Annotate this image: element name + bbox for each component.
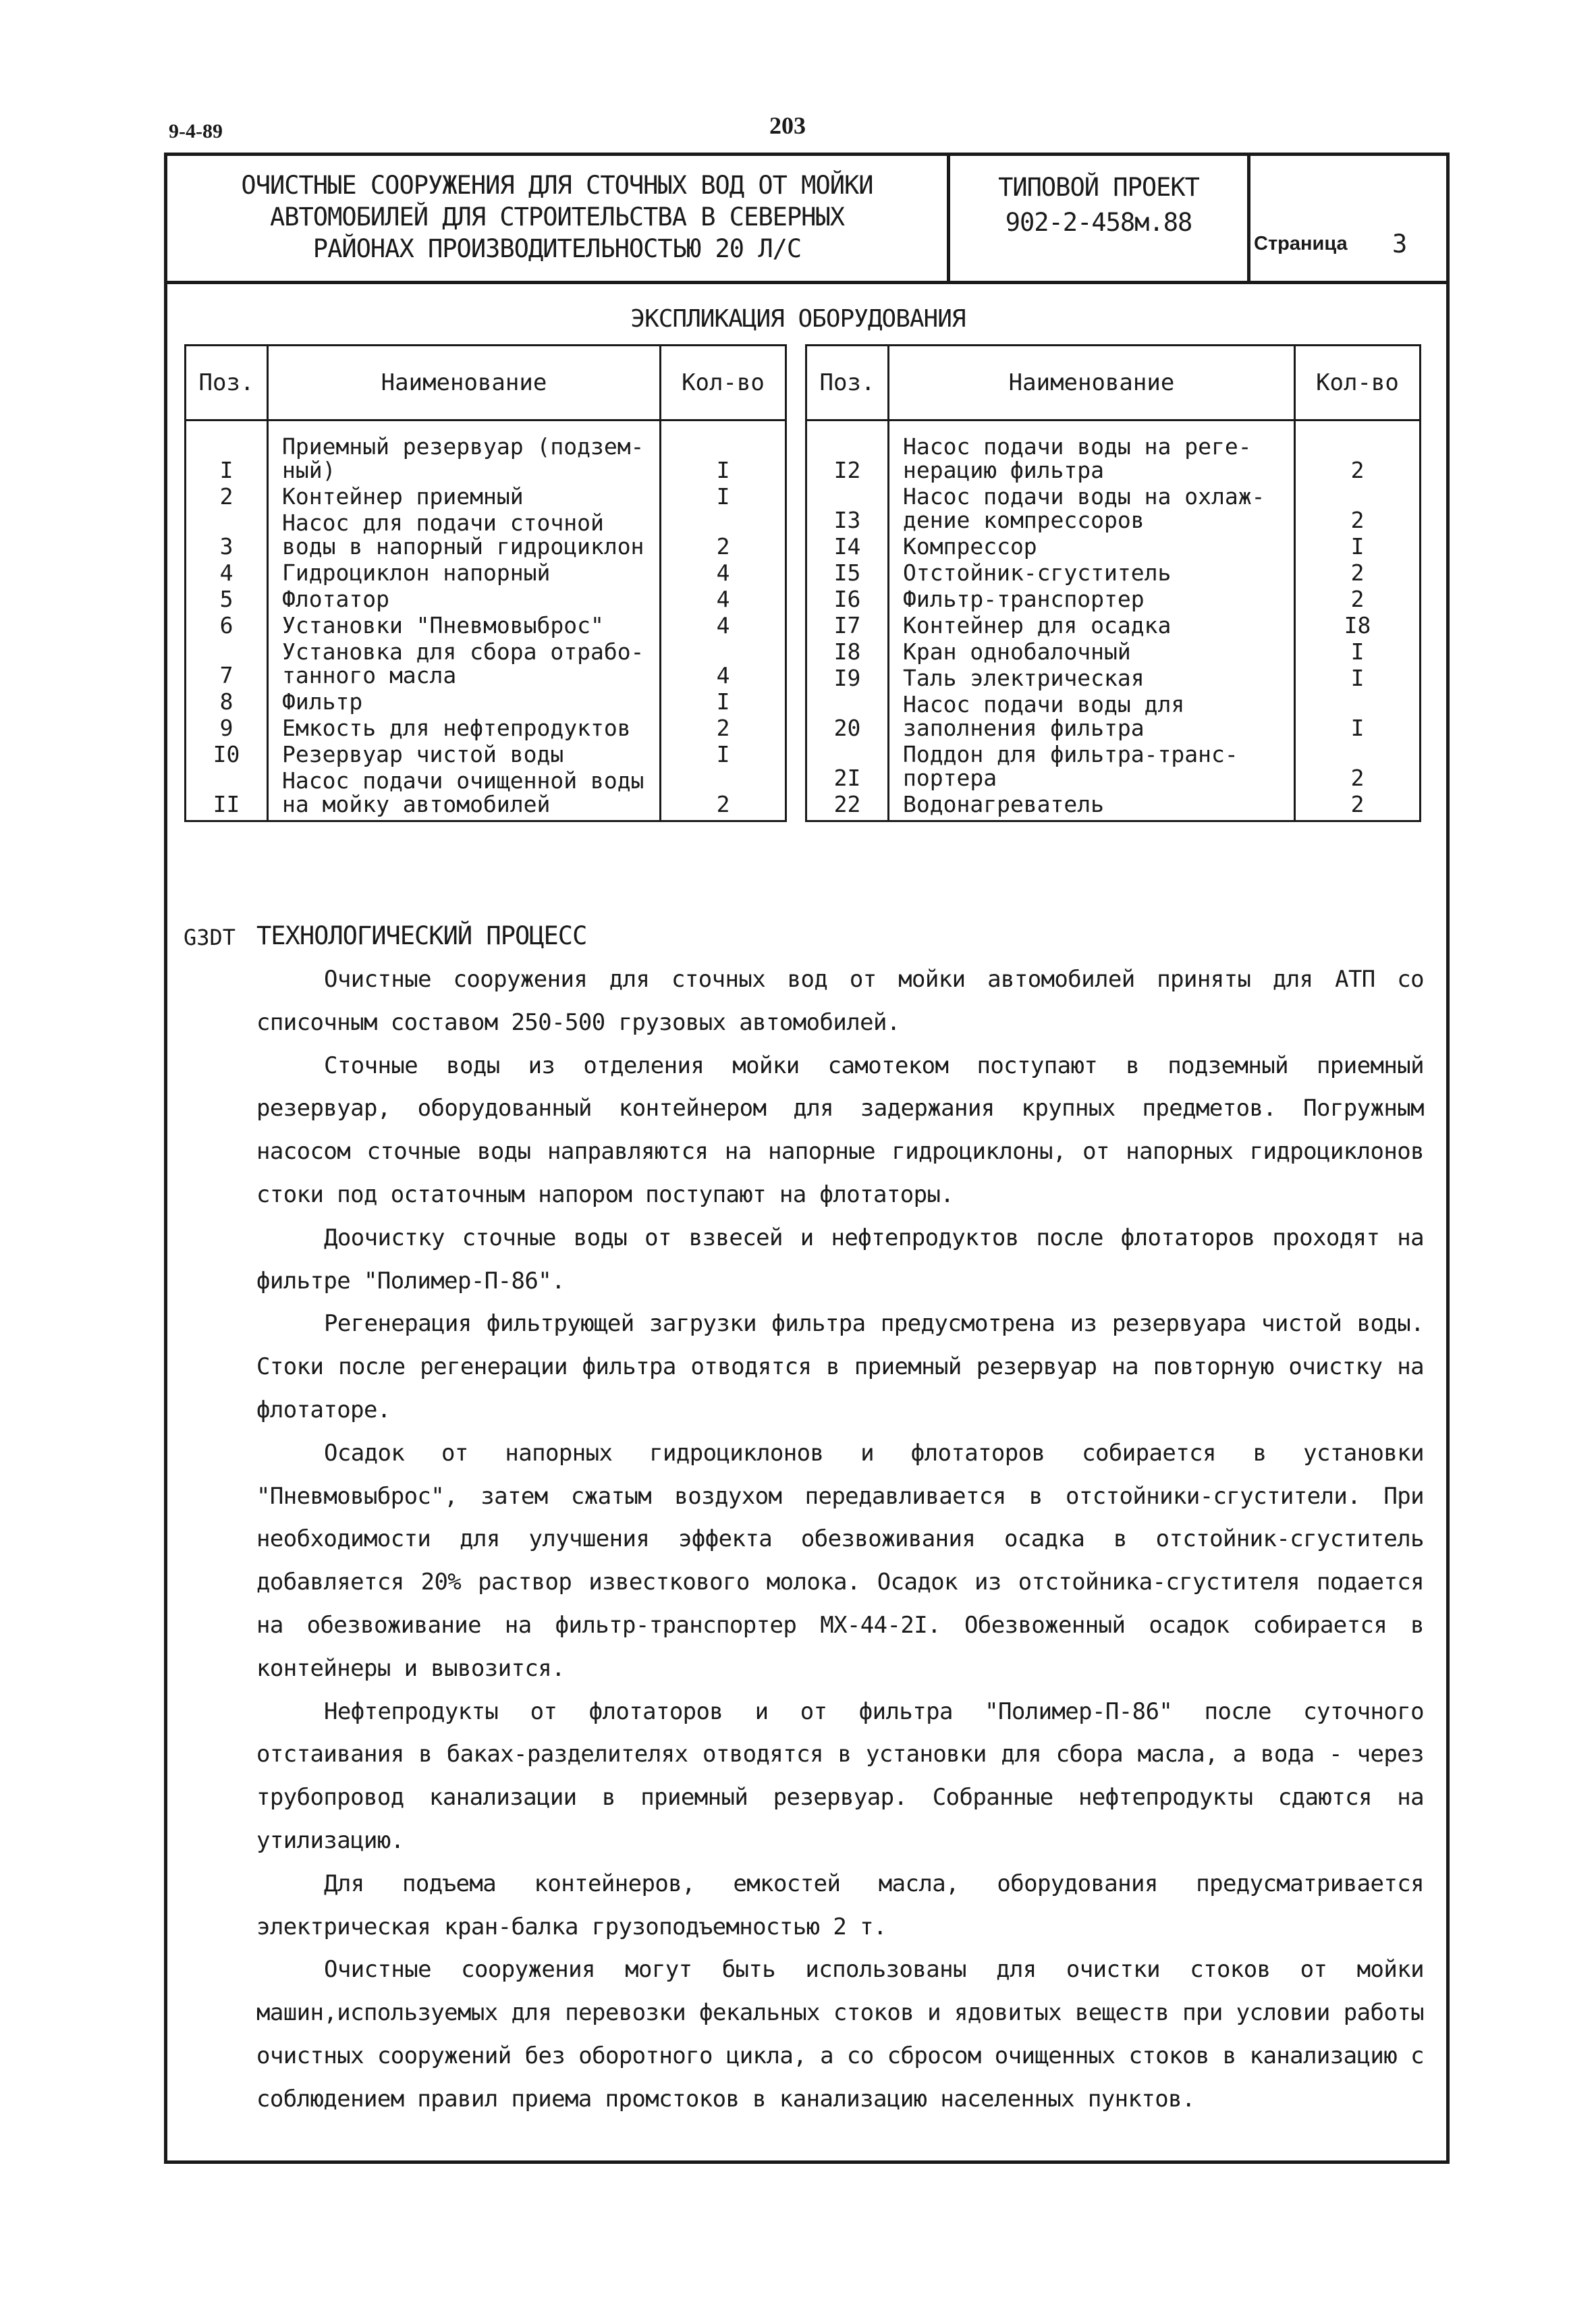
name-cell: Таль электрическая bbox=[889, 663, 1295, 690]
process-description bbox=[256, 958, 1424, 2121]
table-row bbox=[186, 740, 786, 766]
column-header-name: Наименование bbox=[889, 346, 1295, 420]
position-cell: I0 bbox=[186, 740, 268, 766]
title-block-divider bbox=[1247, 153, 1250, 284]
position-cell: 2 bbox=[186, 482, 268, 508]
quantity-cell: 2 bbox=[1295, 740, 1421, 790]
table-row bbox=[806, 482, 1421, 532]
position-cell: I6 bbox=[806, 584, 889, 611]
document-title: ОЧИСТНЫЕ СООРУЖЕНИЯ ДЛЯ СТОЧНЫХ ВОД ОТ МОЙКИ АВТОМОБИЛЕЙ ДЛЯ СТРОИТЕЛЬСТВА В СЕВЕРНЫХ РАЙОНАХ ПРОИЗВОДИТЕЛЬНОСТЬЮ 20 Л/С bbox=[241, 170, 873, 263]
position-cell: 3 bbox=[186, 508, 268, 558]
table-row bbox=[806, 584, 1421, 611]
position-cell: I3 bbox=[806, 482, 889, 532]
name-cell: Насос для подачи сточной воды в напорный гидроциклон bbox=[268, 508, 661, 558]
position-cell: I8 bbox=[806, 637, 889, 663]
equipment-table-right bbox=[805, 344, 1421, 822]
position-cell: 4 bbox=[186, 558, 268, 584]
quantity-cell: 2 bbox=[661, 766, 786, 821]
table-row bbox=[806, 558, 1421, 584]
process-section-title: ТЕХНОЛОГИЧЕСКИЙ ПРОЦЕСС bbox=[256, 921, 587, 950]
table-row bbox=[806, 532, 1421, 558]
quantity-cell: I bbox=[1295, 663, 1421, 690]
position-cell: I bbox=[186, 420, 268, 483]
paragraph: Очистные сооружения могут быть использованы для очистки стоков от мойки машин,используемых для перевозки фекальных стоков и ядовитых веществ при условии работы очистных сооружений без оборотного цикла, а со сбросом очищенных стоков в канализацию с соблюдением правил приема промстоков в канализацию населенных пунктов. bbox=[256, 1956, 1424, 2113]
quantity-cell: I bbox=[661, 420, 786, 483]
position-cell: II bbox=[186, 766, 268, 821]
column-header-qty: Кол-во bbox=[1295, 346, 1421, 420]
table-row bbox=[186, 637, 786, 687]
table-row bbox=[806, 740, 1421, 790]
name-cell: Насос подачи очищенной воды на мойку автомобилей bbox=[268, 766, 661, 821]
position-cell: 20 bbox=[806, 690, 889, 740]
quantity-cell: I bbox=[1295, 690, 1421, 740]
position-cell: I9 bbox=[806, 663, 889, 690]
sheet-label: Страница bbox=[1254, 233, 1348, 254]
name-cell: Компрессор bbox=[889, 532, 1295, 558]
paragraph: Сточные воды из отделения мойки самотеком поступают в подземный приемный резервуар, оборудованный контейнером для задержания крупных предметов. Погружным насосом сточные воды направляются на напорные гидроциклоны, от напорных гидроциклонов стоки под остаточным напором поступают на флотаторы. bbox=[256, 1052, 1424, 1208]
paragraph: Доочистку сточные воды от взвесей и нефтепродуктов после флотаторов проходят на фильтре "Полимер-П-86". bbox=[256, 1224, 1424, 1295]
name-cell: Водонагреватель bbox=[889, 790, 1295, 821]
page-number: 203 bbox=[769, 112, 806, 139]
paragraph: Регенерация фильтрующей загрузки фильтра предусмотрена из резервуара чистой воды. Стоки после регенерации фильтра отводятся в приемный резервуар на повторную очистку на флотаторе. bbox=[256, 1310, 1424, 1423]
name-cell: Поддон для фильтра-транс- портера bbox=[889, 740, 1295, 790]
position-cell: I4 bbox=[806, 532, 889, 558]
equipment-table-left bbox=[184, 344, 787, 822]
table-row bbox=[186, 713, 786, 740]
table-row bbox=[806, 663, 1421, 690]
column-header-pos: Поз. bbox=[806, 346, 889, 420]
quantity-cell: I bbox=[661, 482, 786, 508]
quantity-cell: 4 bbox=[661, 558, 786, 584]
equipment-list-title: ЭКСПЛИКАЦИЯ ОБОРУДОВАНИЯ bbox=[630, 305, 966, 333]
quantity-cell: 2 bbox=[1295, 482, 1421, 532]
document-code: 9-4-89 bbox=[169, 120, 223, 142]
column-header-name: Наименование bbox=[268, 346, 661, 420]
quantity-cell: 2 bbox=[661, 713, 786, 740]
table-row bbox=[806, 420, 1421, 483]
table-row bbox=[186, 482, 786, 508]
table-row bbox=[186, 584, 786, 611]
name-cell: Резервуар чистой воды bbox=[268, 740, 661, 766]
quantity-cell: I bbox=[1295, 532, 1421, 558]
paragraph: Нефтепродукты от флотаторов и от фильтра "Полимер-П-86" после суточного отстаивания в баках-разделителях отводятся в установки для сбора масла, а вода - через трубопровод канализации в приемный резервуар. Собранные нефтепродукты сдаются на утилизацию. bbox=[256, 1697, 1424, 1854]
name-cell: Отстойник-сгуститель bbox=[889, 558, 1295, 584]
name-cell: Емкость для нефтепродуктов bbox=[268, 713, 661, 740]
position-cell: 9 bbox=[186, 713, 268, 740]
position-cell: 22 bbox=[806, 790, 889, 821]
name-cell: Флотатор bbox=[268, 584, 661, 611]
quantity-cell: I bbox=[661, 687, 786, 713]
name-cell: Фильтр-транспортер bbox=[889, 584, 1295, 611]
table-row bbox=[186, 687, 786, 713]
name-cell: Фильтр bbox=[268, 687, 661, 713]
project-number: ТИПОВОЙ ПРОЕКТ 902-2-458м.88 bbox=[998, 173, 1199, 237]
position-cell: I5 bbox=[806, 558, 889, 584]
table-row bbox=[806, 790, 1421, 821]
name-cell: Контейнер для осадка bbox=[889, 611, 1295, 637]
sheet-number: 3 bbox=[1392, 229, 1408, 258]
name-cell: Установки "Пневмовыброс" bbox=[268, 611, 661, 637]
name-cell: Приемный резервуар (подзем- ный) bbox=[268, 420, 661, 483]
quantity-cell: 2 bbox=[1295, 420, 1421, 483]
name-cell: Насос подачи воды на реге- нерацию фильтра bbox=[889, 420, 1295, 483]
paragraph: Осадок от напорных гидроциклонов и флотаторов собирается в установки "Пневмовыброс", затем сжатым воздухом передавливается в отстойники-сгустители. При необходимости для улучшения эффекта обезвоживания осадка в отстойник-сгуститель добавляется 20% раствор известкового молока. Осадок из отстойника-сгустителя подается на обезвоживание на фильтр-транспортер МХ-44-2I. Обезвоженный осадок собирается в контейнеры и вывозится. bbox=[256, 1439, 1424, 1682]
position-cell: 6 bbox=[186, 611, 268, 637]
name-cell: Насос подачи воды для заполнения фильтра bbox=[889, 690, 1295, 740]
quantity-cell: 2 bbox=[1295, 790, 1421, 821]
quantity-cell: I bbox=[1295, 637, 1421, 663]
position-cell: 7 bbox=[186, 637, 268, 687]
table-row bbox=[186, 611, 786, 637]
paragraph: Очистные сооружения для сточных вод от мойки автомобилей приняты для АТП со списочным составом 250-500 грузовых автомобилей. bbox=[256, 966, 1424, 1036]
table-row bbox=[186, 420, 786, 483]
table-row bbox=[806, 637, 1421, 663]
quantity-cell: 4 bbox=[661, 611, 786, 637]
position-cell: 2I bbox=[806, 740, 889, 790]
quantity-cell: I bbox=[661, 740, 786, 766]
name-cell: Контейнер приемный bbox=[268, 482, 661, 508]
column-header-pos: Поз. bbox=[186, 346, 268, 420]
quantity-cell: 4 bbox=[661, 584, 786, 611]
paragraph: Для подъема контейнеров, емкостей масла, оборудования предусматривается электрическая кран-балка грузоподъемностью 2 т. bbox=[256, 1870, 1424, 1940]
name-cell: Насос подачи воды на охлаж- дение компрессоров bbox=[889, 482, 1295, 532]
quantity-cell: 4 bbox=[661, 637, 786, 687]
section-marker: G3DT bbox=[184, 925, 236, 950]
table-row bbox=[806, 690, 1421, 740]
table-row bbox=[806, 611, 1421, 637]
table-row bbox=[186, 558, 786, 584]
quantity-cell: 2 bbox=[1295, 584, 1421, 611]
name-cell: Установка для сбора отрабо- танного масла bbox=[268, 637, 661, 687]
table-row bbox=[186, 508, 786, 558]
column-header-qty: Кол-во bbox=[661, 346, 786, 420]
name-cell: Гидроциклон напорный bbox=[268, 558, 661, 584]
table-row bbox=[186, 766, 786, 821]
position-cell: 8 bbox=[186, 687, 268, 713]
quantity-cell: 2 bbox=[661, 508, 786, 558]
position-cell: I2 bbox=[806, 420, 889, 483]
quantity-cell: 2 bbox=[1295, 558, 1421, 584]
quantity-cell: I8 bbox=[1295, 611, 1421, 637]
name-cell: Кран однобалочный bbox=[889, 637, 1295, 663]
position-cell: I7 bbox=[806, 611, 889, 637]
position-cell: 5 bbox=[186, 584, 268, 611]
